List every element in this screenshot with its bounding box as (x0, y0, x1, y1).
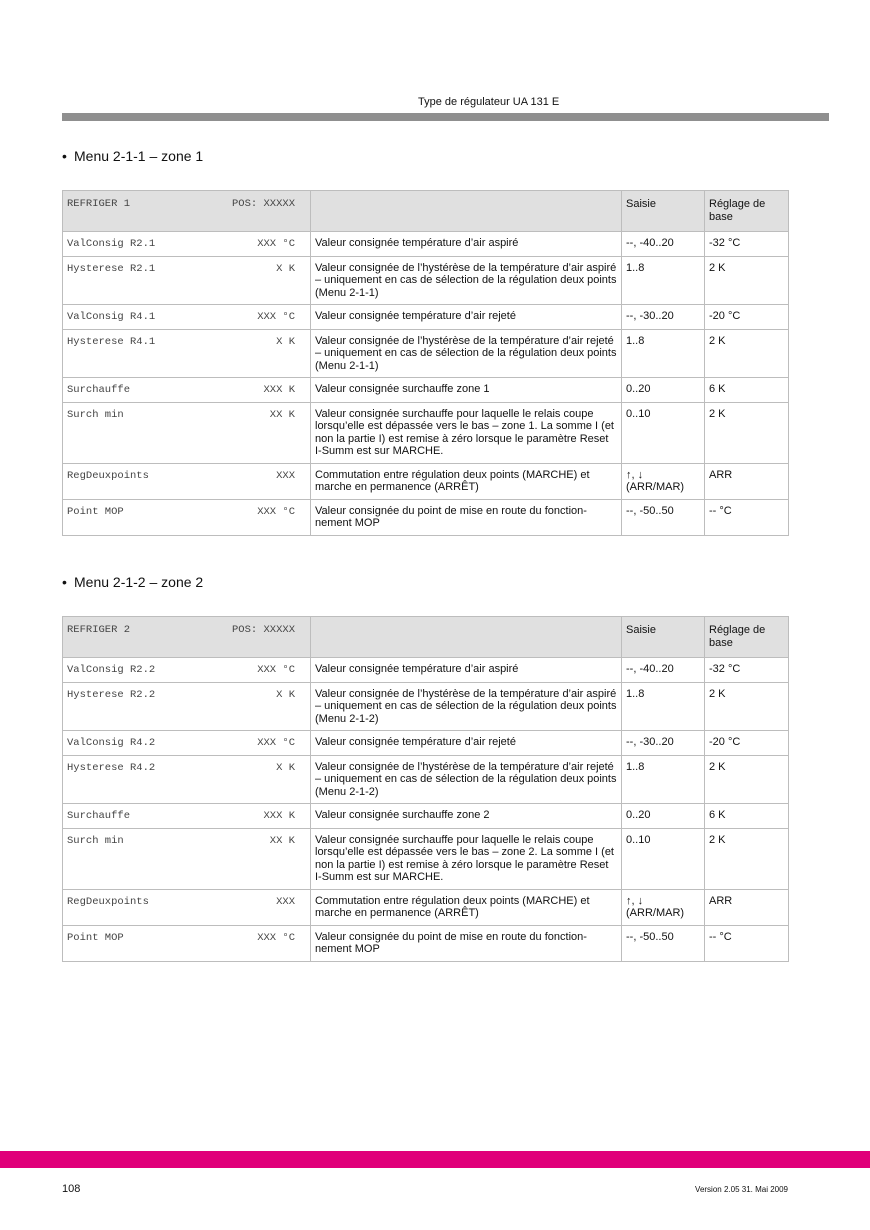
parameter-cell (63, 232, 311, 257)
parameter-name: Point MOP (67, 505, 124, 518)
parameter-name: Surch min (67, 408, 124, 421)
table-row (63, 755, 789, 804)
saisie-cell: --, -50..50 (622, 925, 705, 961)
parameter-cell (63, 499, 311, 535)
table-row (63, 256, 789, 305)
table-row (63, 731, 789, 756)
parameter-display-value: X K (276, 262, 295, 275)
parameter-name: Hysterese R2.1 (67, 262, 156, 275)
parameter-display-value: XXX K (263, 810, 295, 822)
parameter-display-value: XX K (269, 408, 295, 421)
reglage-cell: -20 °C (705, 305, 789, 330)
parameter-cell (63, 925, 311, 961)
description-cell: Commutation entre régulation deux points (MARCHE) et marche en permanence (ARRÊT) (311, 463, 622, 499)
parameter-cell (63, 755, 311, 804)
footer-accent-bar (0, 1151, 870, 1168)
description-cell: Valeur consignée du point de mise en route du fonction-nement MOP (311, 499, 622, 535)
description-header-cell (311, 617, 622, 658)
parameter-name: RegDeuxpoints (67, 895, 149, 908)
description-cell: Valeur consignée température d’air aspiré (311, 232, 622, 257)
table-row (63, 378, 789, 403)
parameter-display-value: XX K (269, 834, 295, 847)
document-header-title: Type de régulateur UA 131 E (418, 96, 560, 108)
saisie-cell: 1..8 (622, 682, 705, 731)
table-row (63, 463, 789, 499)
reglage-header-cell: Réglage de base (705, 617, 789, 658)
reglage-cell: 2 K (705, 329, 789, 378)
parameter-cell (63, 329, 311, 378)
description-cell: Valeur consignée température d’air aspiré (311, 658, 622, 683)
table-row (63, 828, 789, 889)
table-row (63, 658, 789, 683)
table-row (63, 232, 789, 257)
saisie-cell: --, -40..20 (622, 658, 705, 683)
menu-table-zone-1 (62, 190, 789, 536)
parameter-name: RegDeuxpoints (67, 469, 149, 482)
saisie-cell: ↑, ↓ (ARR/MAR) (622, 889, 705, 925)
saisie-cell: 1..8 (622, 256, 705, 305)
header-rule (62, 113, 829, 121)
reglage-cell: -- °C (705, 925, 789, 961)
parameter-name: Surch min (67, 834, 124, 847)
page-number: 108 (62, 1183, 81, 1195)
reglage-cell: 6 K (705, 804, 789, 829)
table-row (63, 804, 789, 829)
parameter-name: Hysterese R4.2 (67, 761, 156, 774)
parameter-cell (63, 828, 311, 889)
description-cell: Commutation entre régulation deux points (MARCHE) et marche en permanence (ARRÊT) (311, 889, 622, 925)
parameter-name: ValConsig R2.1 (67, 238, 156, 250)
reglage-cell: ARR (705, 889, 789, 925)
lcd-header-cell: REFRIGER 2 POS: XXXXX (63, 617, 311, 658)
reglage-cell: 2 K (705, 402, 789, 463)
reglage-cell: 2 K (705, 828, 789, 889)
saisie-cell: --, -40..20 (622, 232, 705, 257)
parameter-cell (63, 463, 311, 499)
parameter-cell (63, 402, 311, 463)
saisie-cell: ↑, ↓ (ARR/MAR) (622, 463, 705, 499)
reglage-cell: 2 K (705, 755, 789, 804)
parameter-display-value: X K (276, 335, 295, 348)
saisie-cell: 0..10 (622, 828, 705, 889)
table-row (63, 925, 789, 961)
reglage-cell: -32 °C (705, 232, 789, 257)
bullet-icon: • (62, 148, 67, 164)
parameter-cell (63, 804, 311, 829)
section-heading-zone-2: • Menu 2-1-2 – zone 2 (62, 574, 204, 590)
parameter-cell (63, 305, 311, 330)
parameter-cell (63, 731, 311, 756)
description-cell: Valeur consignée surchauffe zone 2 (311, 804, 622, 829)
reglage-cell: -- °C (705, 499, 789, 535)
parameter-display-value: XXX °C (257, 931, 295, 944)
parameter-cell (63, 256, 311, 305)
description-cell: Valeur consignée surchauffe zone 1 (311, 378, 622, 403)
description-cell: Valeur consignée surchauffe pour laquelle le relais coupe lorsqu’elle est dépassée vers le bas – zone 2. La somme I (et non la partie I) est remise à zéro lorsque le paramètre Reset I-Summ est sur MARCHE. (311, 828, 622, 889)
lcd-header-cell: REFRIGER 1 POS: XXXXX (63, 191, 311, 232)
version-info: Version 2.05 31. Mai 2009 (695, 1185, 788, 1194)
reglage-cell: -20 °C (705, 731, 789, 756)
table-row (63, 305, 789, 330)
saisie-header-cell: Saisie (622, 617, 705, 658)
parameter-display-value: XXX K (263, 384, 295, 396)
description-cell: Valeur consignée température d’air rejeté (311, 731, 622, 756)
parameter-display-value: XXX °C (257, 737, 295, 749)
description-cell: Valeur consignée surchauffe pour laquelle le relais coupe lorsqu’elle est dépassée vers le bas – zone 1. La somme I (et non la partie I) est remise à zéro lorsque le paramètre Reset I-Summ est sur MARCHE. (311, 402, 622, 463)
table-row (63, 499, 789, 535)
reglage-cell: ARR (705, 463, 789, 499)
parameter-cell (63, 658, 311, 683)
reglage-cell: 6 K (705, 378, 789, 403)
parameter-name: ValConsig R4.2 (67, 737, 156, 749)
table-header-row (63, 617, 789, 658)
parameter-cell (63, 378, 311, 403)
parameter-cell (63, 682, 311, 731)
saisie-cell: 1..8 (622, 755, 705, 804)
reglage-cell: 2 K (705, 682, 789, 731)
parameter-display-value: X K (276, 688, 295, 701)
table-row (63, 682, 789, 731)
saisie-cell: --, -30..20 (622, 305, 705, 330)
bullet-icon: • (62, 574, 67, 590)
reglage-cell: 2 K (705, 256, 789, 305)
saisie-cell: --, -50..50 (622, 499, 705, 535)
saisie-cell: 0..20 (622, 378, 705, 403)
menu-table-zone-2 (62, 616, 789, 962)
description-cell: Valeur consignée du point de mise en route du fonction-nement MOP (311, 925, 622, 961)
section-heading-zone-1: • Menu 2-1-1 – zone 1 (62, 148, 204, 164)
parameter-name: Hysterese R2.2 (67, 688, 156, 701)
table-header-row (63, 191, 789, 232)
parameter-display-value: XXX °C (257, 311, 295, 323)
saisie-cell: 0..10 (622, 402, 705, 463)
description-header-cell (311, 191, 622, 232)
saisie-cell: --, -30..20 (622, 731, 705, 756)
parameter-name: Point MOP (67, 931, 124, 944)
saisie-cell: 1..8 (622, 329, 705, 378)
table-row (63, 402, 789, 463)
saisie-header-cell: Saisie (622, 191, 705, 232)
description-cell: Valeur consignée de l’hystérèse de la température d’air aspiré – uniquement en cas de sélection de la régulation deux points (Menu 2-1-1) (311, 256, 622, 305)
table-row (63, 329, 789, 378)
description-cell: Valeur consignée de l’hystérèse de la température d’air rejeté – uniquement en cas de sélection de la régulation deux points (Menu 2-1-2) (311, 755, 622, 804)
description-cell: Valeur consignée température d’air rejeté (311, 305, 622, 330)
reglage-cell: -32 °C (705, 658, 789, 683)
parameter-display-value: XXX °C (257, 505, 295, 518)
parameter-display-value: XXX (276, 469, 295, 482)
parameter-name: Hysterese R4.1 (67, 335, 156, 348)
parameter-display-value: XXX °C (257, 664, 295, 676)
parameter-name: Surchauffe (67, 810, 131, 822)
reglage-header-cell: Réglage de base (705, 191, 789, 232)
saisie-cell: 0..20 (622, 804, 705, 829)
parameter-name: ValConsig R2.2 (67, 664, 156, 676)
parameter-display-value: XXX (276, 895, 295, 908)
parameter-name: ValConsig R4.1 (67, 311, 156, 323)
parameter-cell (63, 889, 311, 925)
description-cell: Valeur consignée de l’hystérèse de la température d’air rejeté – uniquement en cas de sélection de la régulation deux points (Menu 2-1-1) (311, 329, 622, 378)
table-row (63, 889, 789, 925)
parameter-display-value: X K (276, 761, 295, 774)
parameter-display-value: XXX °C (257, 238, 295, 250)
parameter-name: Surchauffe (67, 384, 131, 396)
description-cell: Valeur consignée de l’hystérèse de la température d’air aspiré – uniquement en cas de sélection de la régulation deux points (Menu 2-1-2) (311, 682, 622, 731)
